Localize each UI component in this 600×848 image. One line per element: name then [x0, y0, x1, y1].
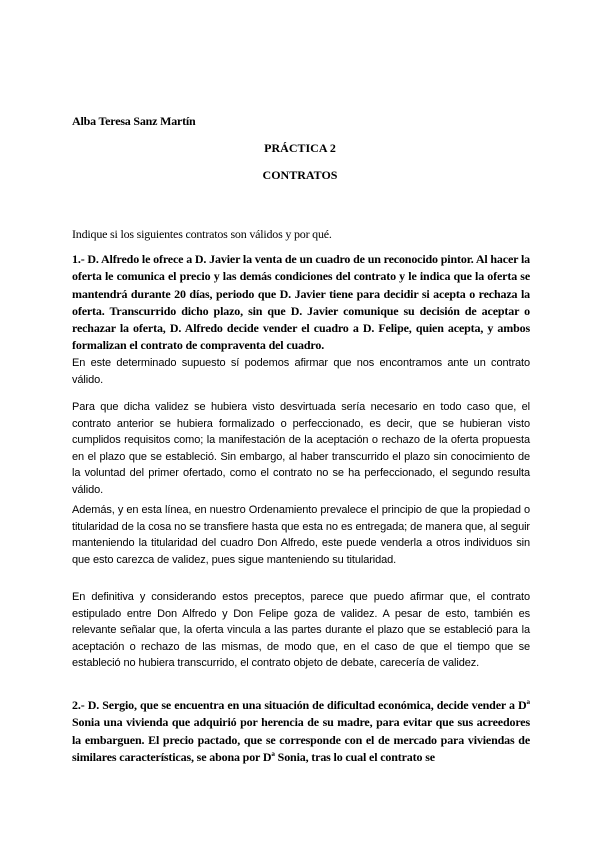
answer-paragraph: En este determinado supuesto sí podemos afirmar que nos encontramos ante un contrato válido.: [72, 357, 530, 386]
author-name: Alba Teresa Sanz Martín: [72, 114, 196, 128]
question-2: 2.- D. Sergio, que se encuentra en una situación de dificultad económica, decide vender a Dª Sonia una vivienda que adquirió por herencia de su madre, para evitar que sus acreedores la embarguen. El precio pactado, que se corresponde con el de mercado para viviendas de similares características, se abona por Dª Sonia, tras lo cual el contrato se: [72, 698, 530, 764]
answer-paragraph: Además, y en esta línea, en nuestro Ordenamiento prevalece el principio de que la propiedad o titularidad de la cosa no se transfiere hasta que esta no es entregada; de manera que, al seguir manteniendo la titularidad del cuadro Don Alfredo, este puede venderla a otros individuos sin que esto carezca de validez, pues sigue manteniendo su titularidad.: [72, 504, 530, 566]
question-1: 1.- D. Alfredo le ofrece a D. Javier la venta de un cuadro de un reconocido pintor. Al hacer la oferta le comunica el precio y las demás condiciones del contrato y le indica que la oferta se mantendrá durante 20 días, periodo que D. Javier tiene para decidir si acepta o rechaza la oferta. Transcurrido dicho plazo, sin que D. Javier comunique su decisión de aceptar o rechazar la oferta, D. Alfredo decide vender el cuadro a D. Felipe, quien acepta, y ambos formalizan el contrato de compraventa del cuadro.: [72, 252, 530, 353]
instruction-text: Indique si los siguientes contratos son válidos y por qué.: [72, 227, 332, 241]
answer-paragraph: En definitiva y considerando estos preceptos, parece que puedo afirmar que, el contrato estipulado entre Don Alfredo y Don Felipe goza de validez. A pesar de esto, también es relevante señalar que, la oferta vincula a las partes durante el plazo que se estableció para la aceptación o rechazo de las mismas, de modo que, en el caso de que el tiempo que se estableció no hubiera transcurrido, el contrato objeto de debate, carecería de validez.: [72, 591, 530, 670]
answer-paragraph: Para que dicha validez se hubiera visto desvirtuada sería necesario en todo caso que, el contrato anterior se hubiera formalizado o perfeccionado, es decir, que se hubieran visto cumplidos requisitos como; la manifestación de la aceptación o rechazo de la oferta propuesta en el plazo que se estableció. Sin embargo, al haber transcurrido el plazo sin conocimiento de la voluntad del primer ofertado, como el contrato no se ha perfeccionado, el segundo resulta válido.: [72, 401, 530, 496]
page-subtitle: CONTRATOS: [262, 168, 338, 182]
page-title: PRÁCTICA 2: [264, 141, 336, 155]
